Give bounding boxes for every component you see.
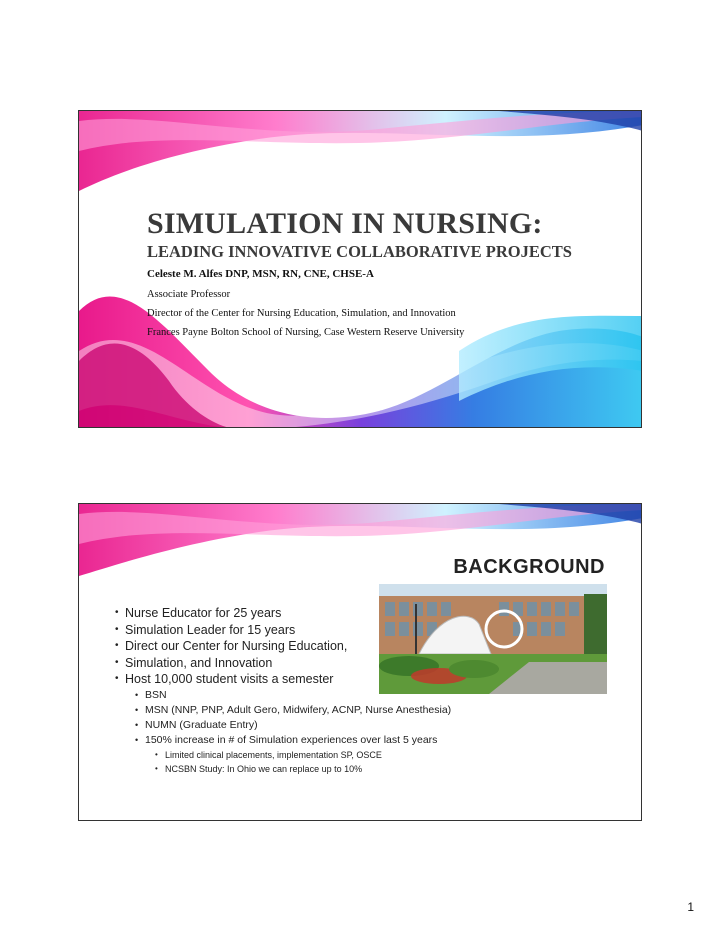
author-name: Celeste M. Alfes DNP, MSN, RN, CNE, CHSE-A xyxy=(147,268,374,280)
bullet-continuation-text: Simulation, and Innovation xyxy=(125,655,273,670)
author-affiliation: Frances Payne Bolton School of Nursing, Case Western Reserve University xyxy=(147,327,465,338)
sub-bullet-item: • BSN xyxy=(115,688,635,703)
background-slide xyxy=(78,503,642,821)
sub-sub-bullet-item: • Limited clinical placements, implementation SP, OSCE xyxy=(115,748,635,762)
author-title: Associate Professor xyxy=(147,289,231,300)
bullet-list xyxy=(115,605,635,776)
title-slide xyxy=(78,110,642,428)
bullet-item: • Nurse Educator for 25 years xyxy=(115,605,635,622)
sub-bullet-item: • NUMN (Graduate Entry) xyxy=(115,718,635,733)
bullet-item-continuation xyxy=(115,655,635,672)
sub-bullet-item: • MSN (NNP, PNP, Adult Gero, Midwifery, ACNP, Nurse Anesthesia) xyxy=(115,703,635,718)
sub-bullet-item: • 150% increase in # of Simulation experiences over last 5 years xyxy=(115,733,635,748)
bullet-item: • Direct our Center for Nursing Education, xyxy=(115,638,635,655)
bullet-item: • Host 10,000 student visits a semester xyxy=(115,671,635,688)
slide-title: BACKGROUND xyxy=(453,556,605,578)
page-number: 1 xyxy=(687,900,694,914)
author-role: Director of the Center for Nursing Education, Simulation, and Innovation xyxy=(147,308,456,319)
slide-subtitle: LEADING INNOVATIVE COLLABORATIVE PROJECTS xyxy=(147,242,572,261)
bullet-item: • Simulation Leader for 15 years xyxy=(115,622,635,639)
slide-title: SIMULATION IN NURSING: xyxy=(147,207,543,240)
sub-sub-bullet-item: • NCSBN Study: In Ohio we can replace up to 10% xyxy=(115,762,635,776)
